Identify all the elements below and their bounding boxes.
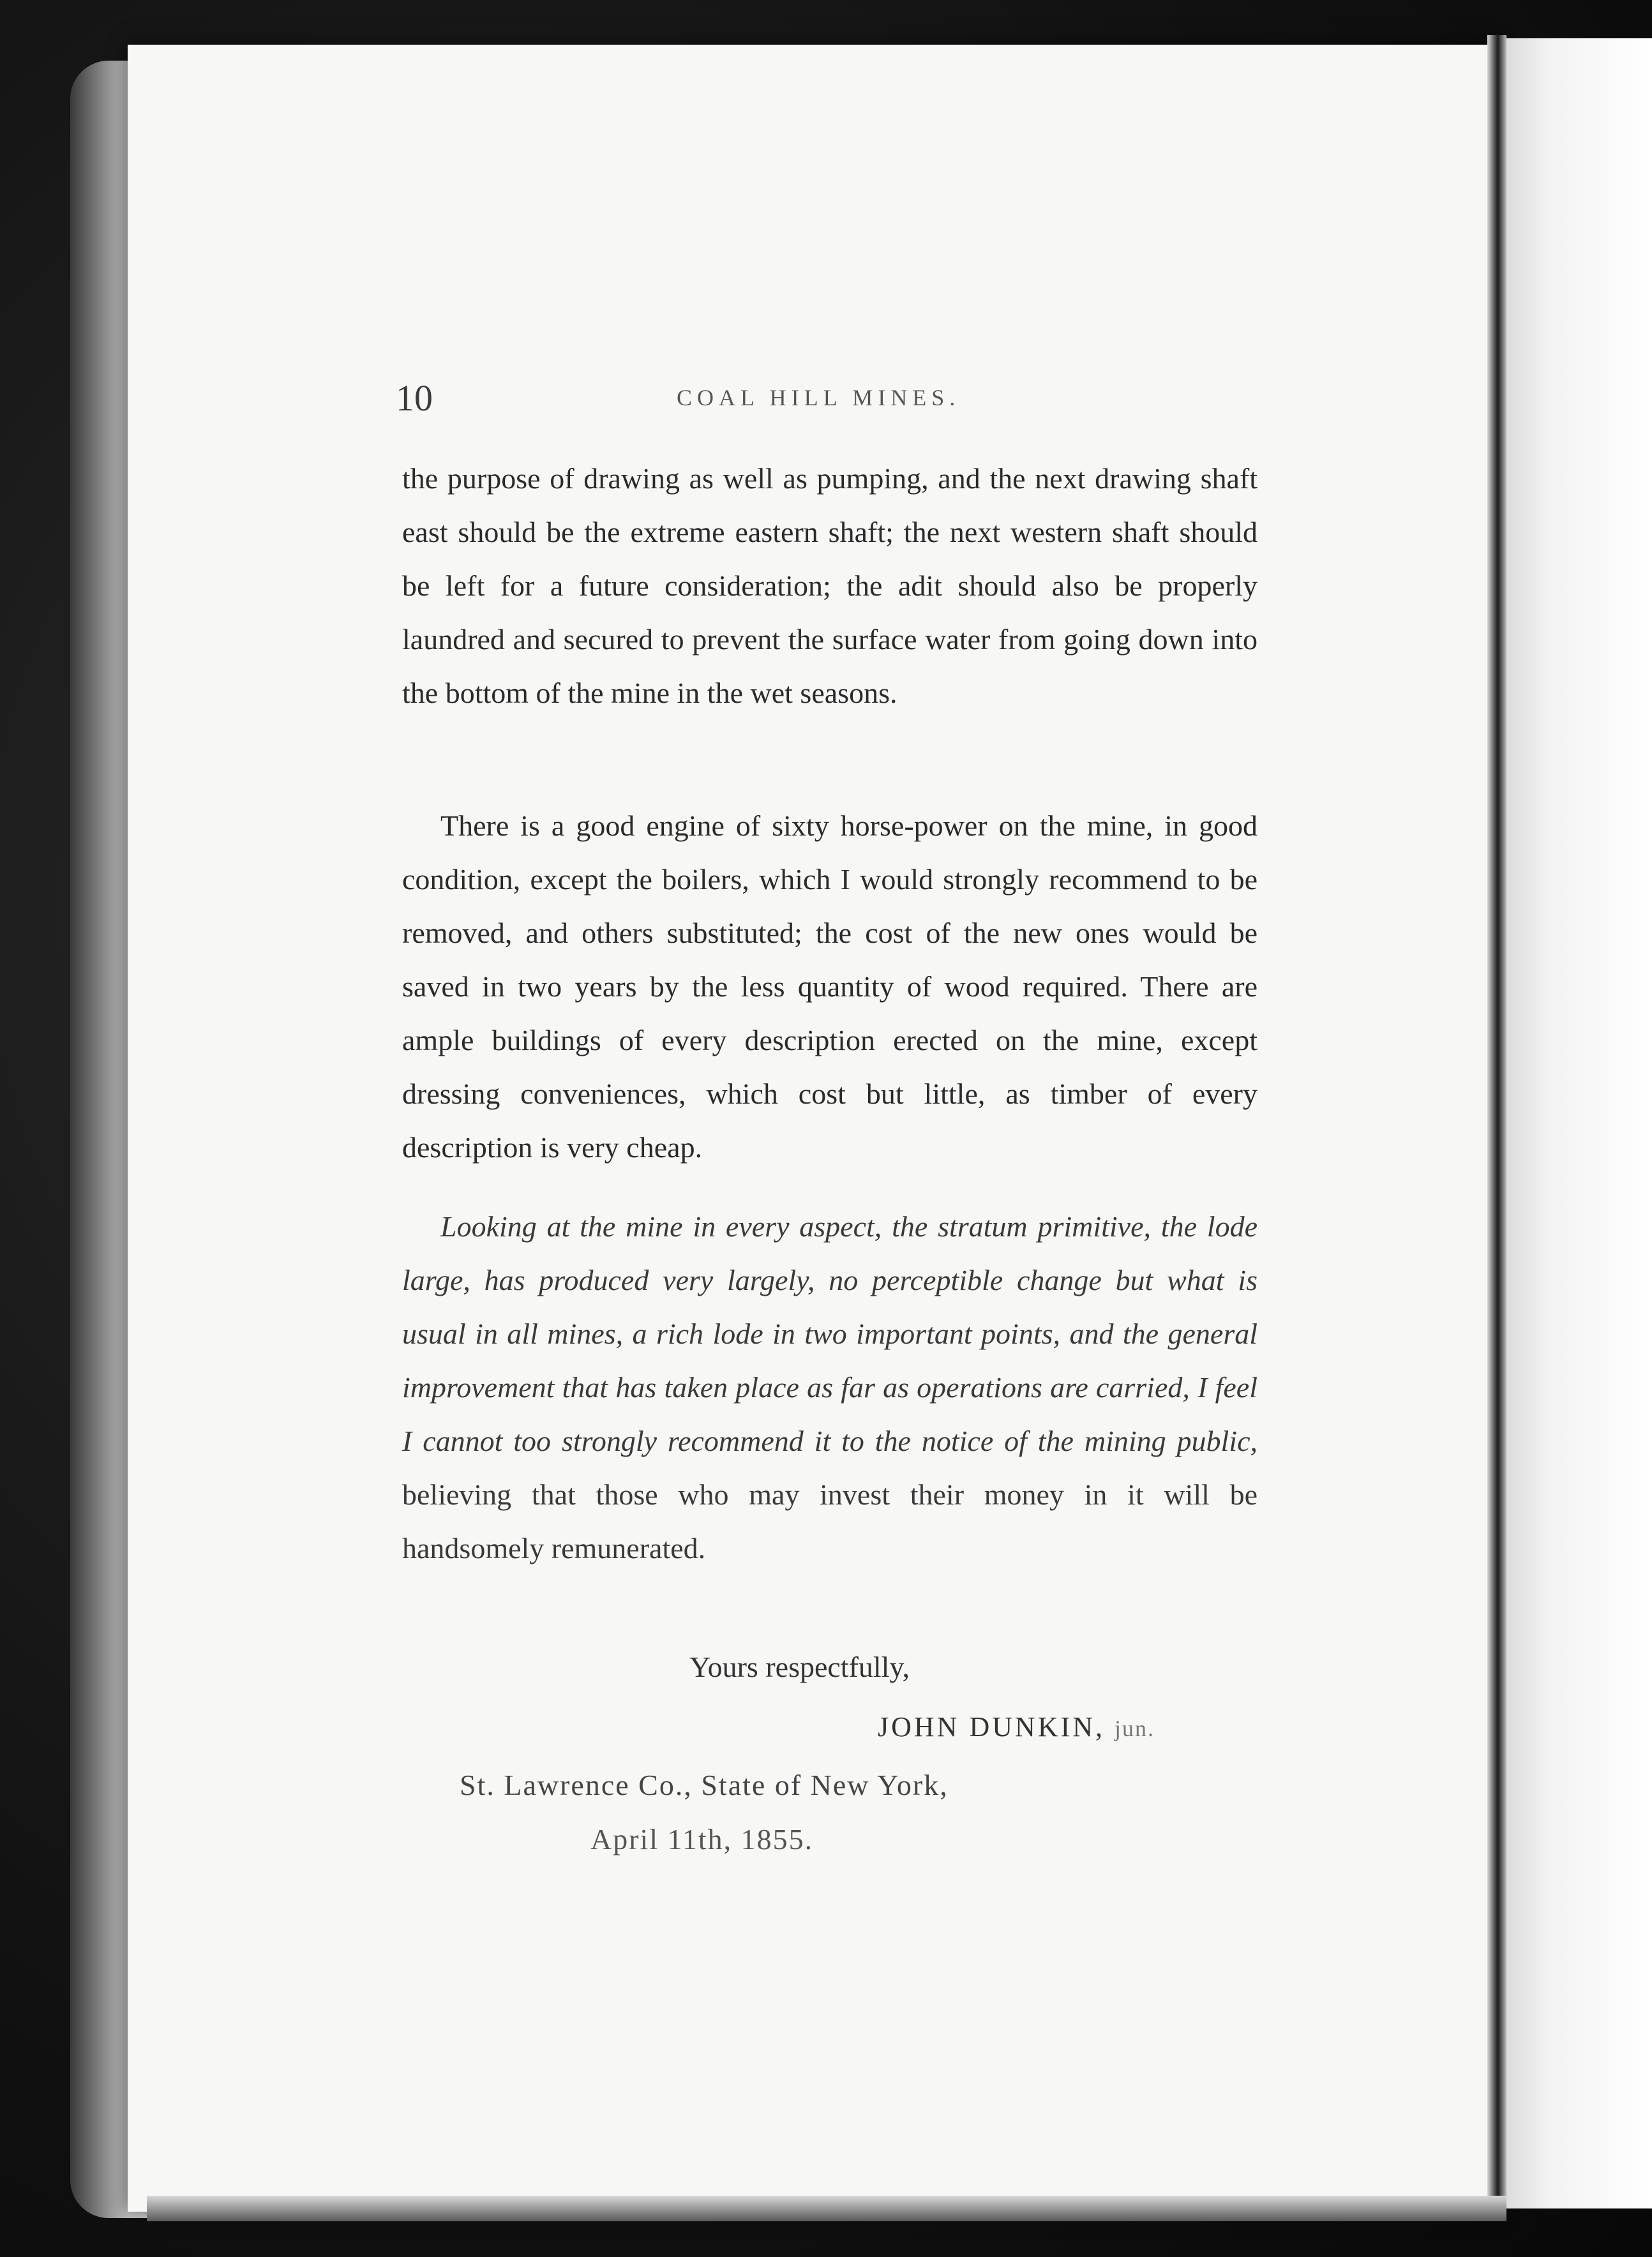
signature-line [878,1711,1155,1743]
paragraph-shafts: the purpose of drawing as well as pumping, and the next drawing shaft east should be the extreme eastern shaft; the next western shaft should be left for a future consideration; the adit should also be properly laundred and secured to prevent the surface water from going down into the bottom of the mine in the wet seasons. [402,462,1258,709]
paragraph-engine: There is a good engine of sixty horse-power on the mine, in good condition, except the boilers, which I would strongly recommend to be removed, and others substituted; the cost of the new ones would be saved in two years by the less quantity of wood required. There are ample buildings of every description erected on the mine, except dressing conveniences, which cost but little, as timber of every description is very cheap. [402,809,1258,1164]
recommendation-italic-text: Looking at the mine in every aspect, the stratum primitive, the lode large, has produced very largely, no perceptible change but what is usual in all mines, a rich lode in two important points, and the general improvement that has taken place as far as operations are carried, I feel I cannot too strongly recommend it to the notice of the mining public, [402,1210,1258,1457]
letter-closing: Yours respectfully, [689,1651,910,1683]
running-head [396,377,1289,428]
author-suffix: jun. [1114,1716,1155,1741]
letter-location: St. Lawrence Co., State of New York, [460,1769,949,1801]
running-title: COAL HILL MINES. [677,385,961,410]
paragraph-recommendation [402,1200,1258,1575]
recommendation-roman-text: believing that those who may invest their money in it will be handsomely remunerated. [402,1478,1258,1564]
author-name: JOHN DUNKIN, [878,1711,1105,1743]
page-number: 10 [396,377,433,419]
letter-date: April 11th, 1855. [590,1823,814,1856]
